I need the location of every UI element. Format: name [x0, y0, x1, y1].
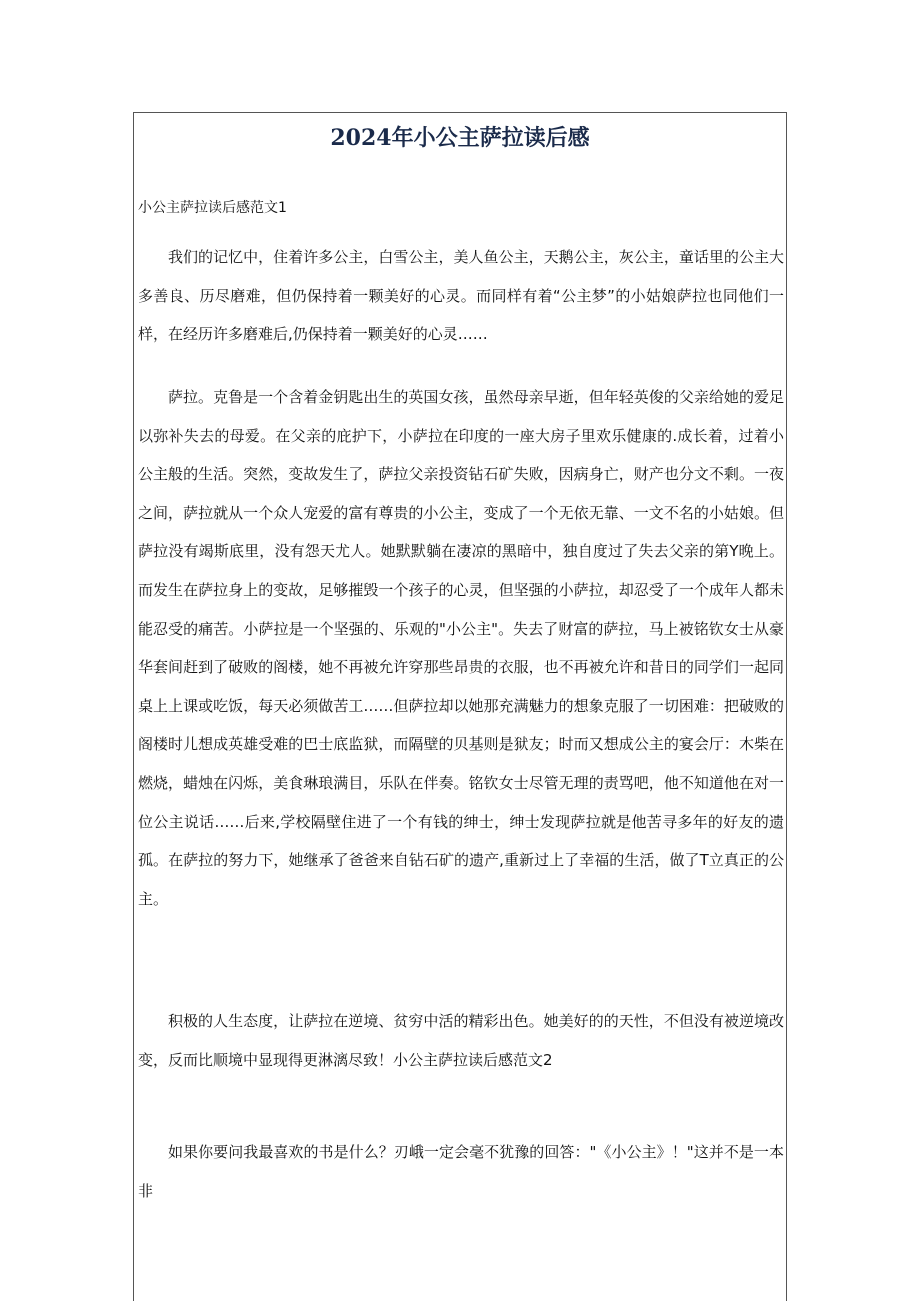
paragraph-reflection: 积极的人生态度，让萨拉在逆境、贫穷中活的精彩出色。她美好的的天性，不但没有被逆境改变，反而比顺境中显现得更淋漓尽致！小公主萨拉读后感范文2: [138, 1012, 784, 1069]
paragraph-essay2-opening: 如果你要问我最喜欢的书是什么？刃峨一定会毫不犹豫的回答："《小公主》！"这并不是一本非: [138, 1143, 784, 1200]
document-title: 2024年小公主萨拉读后感: [330, 125, 590, 151]
section-heading: 小公主萨拉读后感范文1: [138, 200, 287, 216]
paragraph-intro: 我们的记忆中，住着许多公主，白雪公主，美人鱼公主，天鹅公主，灰公主，童话里的公主大多善良、历尽磨难，但仍保持着一颗美好的心灵。而同样有着“公主梦”的小姑娘萨拉也同他们一样，在经历许多磨难后,仍保持着一颗美好的心灵……: [138, 248, 784, 344]
document-page: [133, 112, 787, 1301]
paragraph-story: 萨拉。克鲁是一个含着金钥匙出生的英国女孩，虽然母亲早逝，但年轻英俊的父亲给她的爱足以弥补失去的母爱。在父亲的庇护下，小萨拉在印度的一座大房子里欢乐健康的.成长着，过着小公主般的生活。突然，变故发生了，萨拉父亲投资钻石矿失败，因病身亡，财产也分文不剩。一夜之间，萨拉就从一个众人宠爱的富有尊贵的小公主，变成了一个无依无靠、一文不名的小姑娘。但萨拉没有竭斯底里，没有怨天尤人。她默默躺在凄凉的黑暗中，独自度过了失去父亲的第Y晚上。而发生在萨拉身上的变故，足够摧毁一个孩子的心灵，但坚强的小萨拉，却忍受了一个成年人都未能忍受的痛苦。小萨拉是一个坚强的、乐观的"小公主"。失去了财富的萨拉，马上被铭钦女士从豪华套间赶到了破败的阁楼，她不再被允许穿那些昂贵的衣服，也不再被允许和昔日的同学们一起同桌上上课或吃饭，每天必须做苦工……但萨拉却以她那充满魅力的想象克服了一切困难：把破败的阁楼时儿想成英雄受难的巴士底监狱，而隔壁的贝基则是狱友；时而又想成公主的宴会厅：木柴在燃烧，蜡烛在闪烁，美食琳琅满目，乐队在伴奏。铭钦女士尽管无理的责骂吧，他不知道他在对一位公主说话……后来,学校隔壁住进了一个有钱的绅士，绅士发现萨拉就是他苦寻多年的好友的遗孤。在萨拉的努力下，她继承了爸爸来自钻石矿的遗产,重新过上了幸福的生活，做了T立真正的公主。: [138, 388, 784, 908]
